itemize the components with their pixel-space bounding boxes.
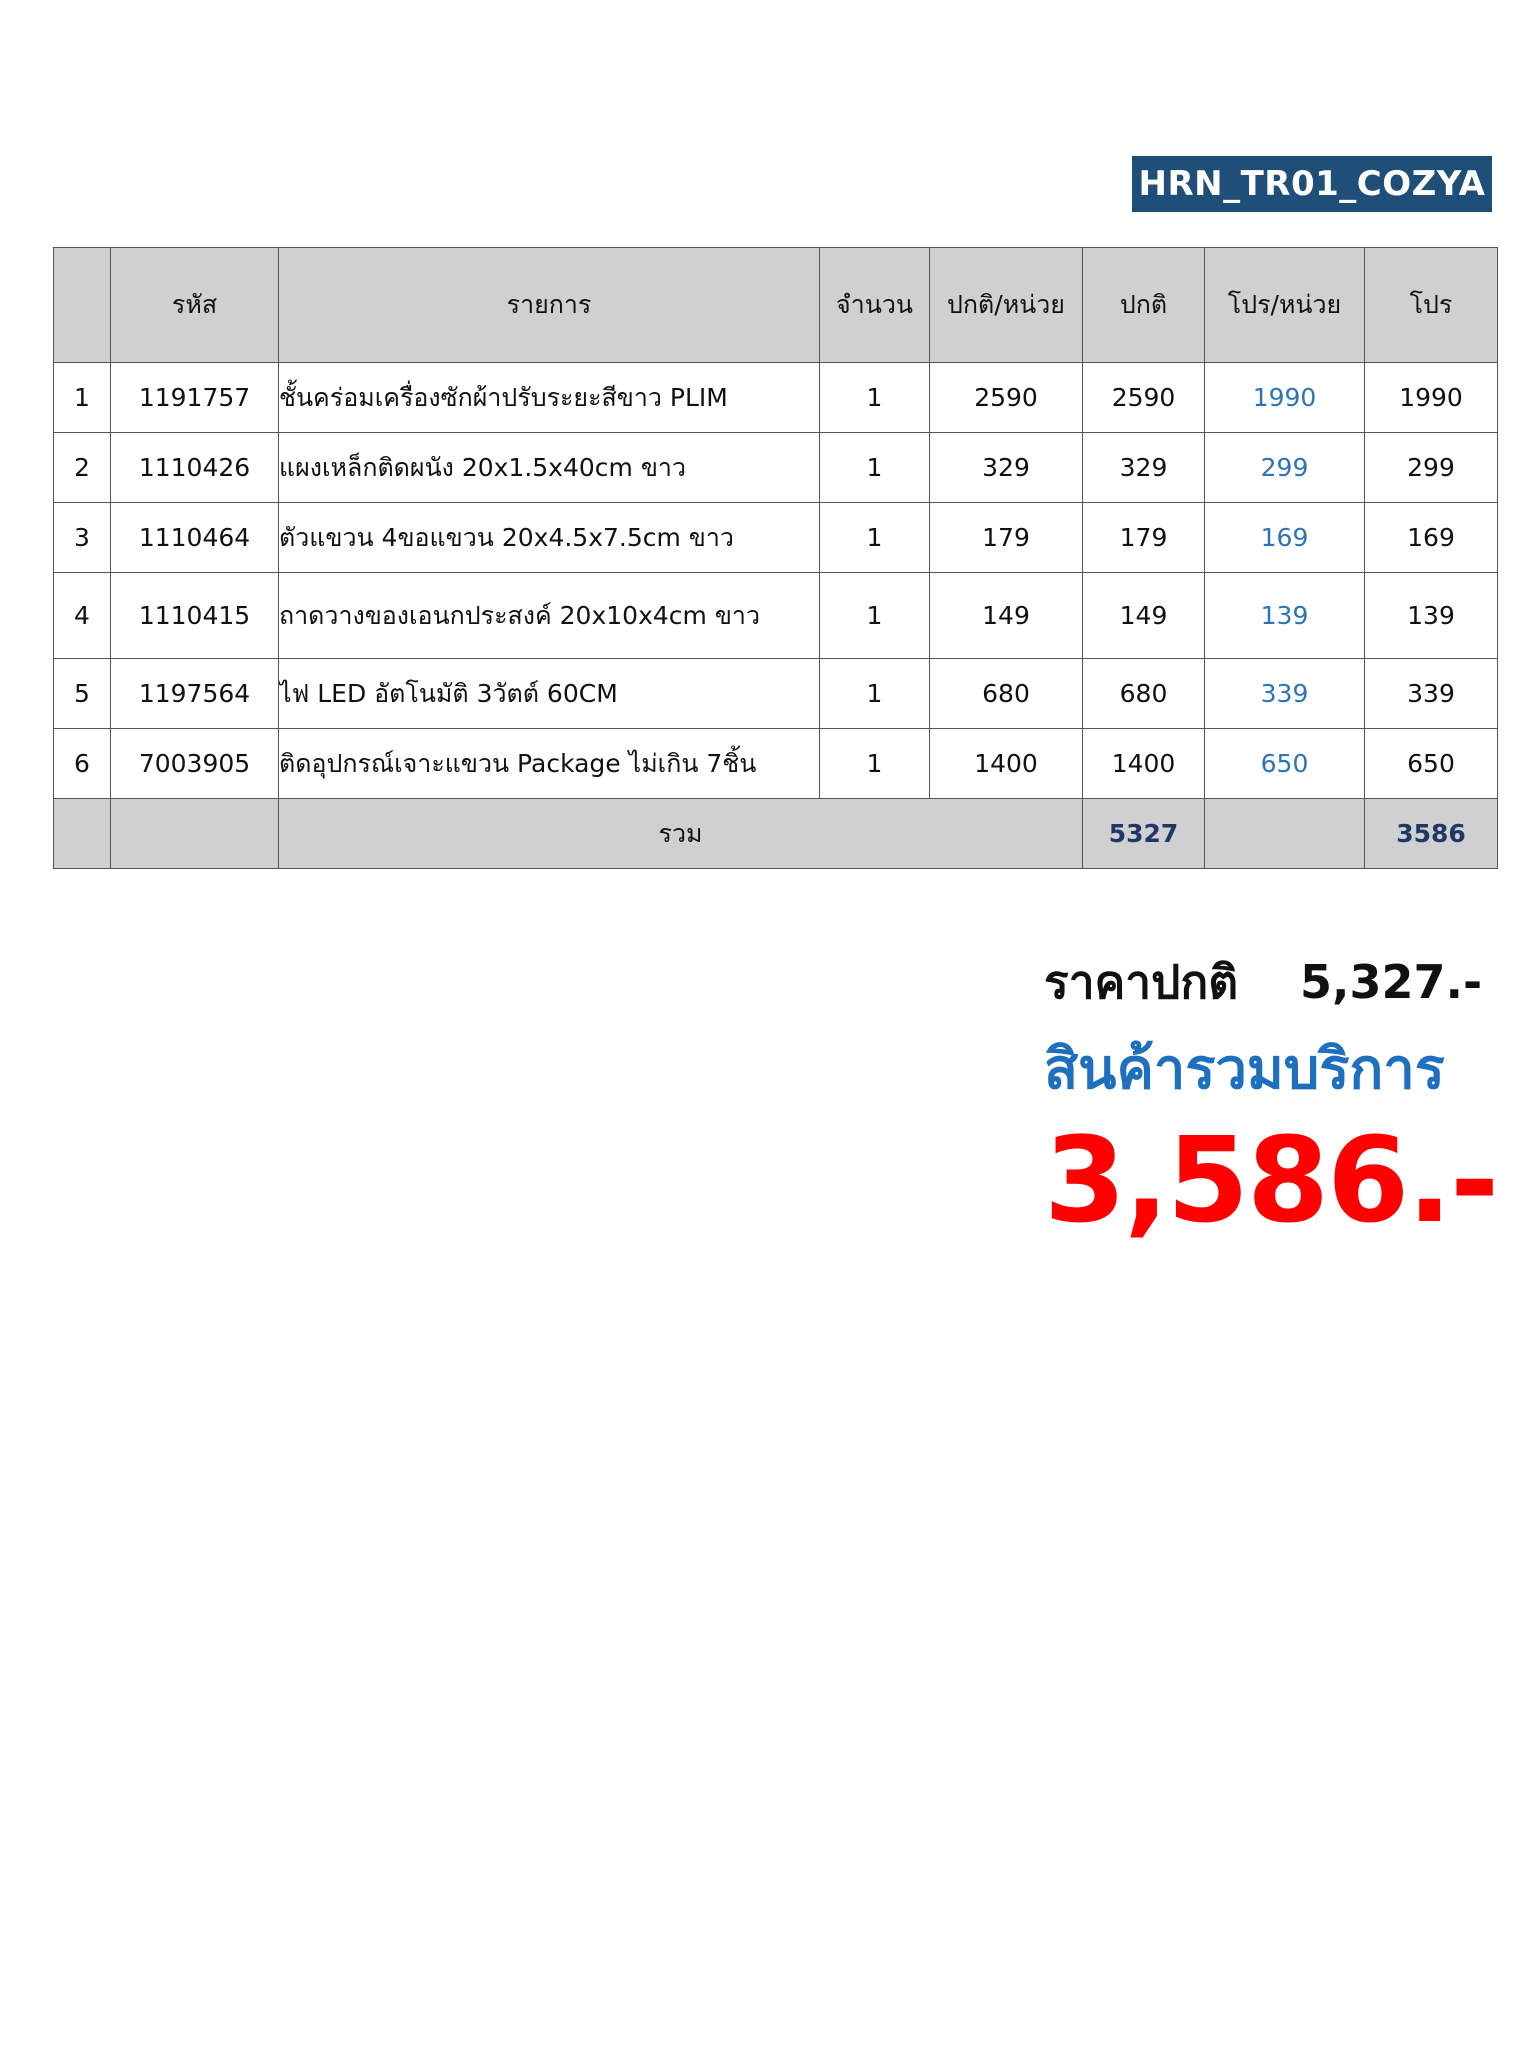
row-promo-unit: 339 [1205,659,1365,729]
header-promo: โปร [1365,248,1498,363]
row-item-name: ติดอุปกรณ์เจาะแขวน Package ไม่เกิน 7ชิ้น [279,729,820,799]
row-normal: 149 [1083,573,1205,659]
row-item-name: ไฟ LED อัตโนมัติ 3วัตต์ 60CM [279,659,820,729]
row-normal-unit: 149 [930,573,1083,659]
row-item-name: ตัวแขวน 4ขอแขวน 20x4.5x7.5cm ขาว [279,503,820,573]
final-price: 3,586.- [1044,1111,1498,1249]
row-qty: 1 [820,433,930,503]
row-promo: 169 [1365,503,1498,573]
row-promo-unit: 139 [1205,573,1365,659]
table-row [54,729,1498,799]
row-promo: 139 [1365,573,1498,659]
row-qty: 1 [820,573,930,659]
row-qty: 1 [820,659,930,729]
table-row [54,503,1498,573]
row-index: 1 [54,363,111,433]
normal-price-value: 5,327.- [1300,955,1483,1009]
header-promo-unit: โปร/หน่วย [1205,248,1365,363]
row-promo: 650 [1365,729,1498,799]
row-index: 2 [54,433,111,503]
row-qty: 1 [820,363,930,433]
row-promo-unit: 299 [1205,433,1365,503]
total-row [54,799,1498,869]
row-code: 1191757 [111,363,279,433]
row-normal-unit: 2590 [930,363,1083,433]
row-index: 3 [54,503,111,573]
table-header-row [54,248,1498,363]
row-promo-unit: 650 [1205,729,1365,799]
row-normal: 179 [1083,503,1205,573]
row-promo-unit: 1990 [1205,363,1365,433]
header-code: รหัส [111,248,279,363]
total-label: รวม [279,799,1083,869]
row-index: 5 [54,659,111,729]
service-included-label: สินค้ารวมบริการ [1044,1037,1445,1102]
row-normal: 680 [1083,659,1205,729]
row-code: 1110426 [111,433,279,503]
row-code: 1197564 [111,659,279,729]
header-normal: ปกติ [1083,248,1205,363]
total-normal: 5327 [1083,799,1205,869]
total-promo: 3586 [1365,799,1498,869]
row-code: 1110464 [111,503,279,573]
row-promo-unit: 169 [1205,503,1365,573]
table-row [54,573,1498,659]
header-item: รายการ [279,248,820,363]
row-index: 6 [54,729,111,799]
row-normal-unit: 329 [930,433,1083,503]
total-empty-cell [54,799,111,869]
header-qty: จำนวน [820,248,930,363]
row-item-name: ถาดวางของเอนกประสงค์ 20x10x4cm ขาว [279,573,820,659]
header-normal-unit: ปกติ/หน่วย [930,248,1083,363]
row-normal: 2590 [1083,363,1205,433]
row-normal: 329 [1083,433,1205,503]
row-code: 7003905 [111,729,279,799]
row-index: 4 [54,573,111,659]
row-qty: 1 [820,729,930,799]
table-row [54,433,1498,503]
total-empty-cell [111,799,279,869]
row-normal-unit: 680 [930,659,1083,729]
row-code: 1110415 [111,573,279,659]
row-item-name: แผงเหล็กติดผนัง 20x1.5x40cm ขาว [279,433,820,503]
total-empty-cell [1205,799,1365,869]
row-promo: 299 [1365,433,1498,503]
row-qty: 1 [820,503,930,573]
row-promo: 1990 [1365,363,1498,433]
price-table [53,247,1498,869]
normal-price-label: ราคาปกติ [1044,955,1239,1009]
row-normal-unit: 179 [930,503,1083,573]
row-normal: 1400 [1083,729,1205,799]
row-promo: 339 [1365,659,1498,729]
header-index [54,248,111,363]
row-item-name: ชั้นคร่อมเครื่องซักผ้าปรับระยะสีขาว PLIM [279,363,820,433]
product-code-badge: HRN_TR01_COZYA [1132,156,1492,212]
table-row [54,363,1498,433]
row-normal-unit: 1400 [930,729,1083,799]
table-row [54,659,1498,729]
